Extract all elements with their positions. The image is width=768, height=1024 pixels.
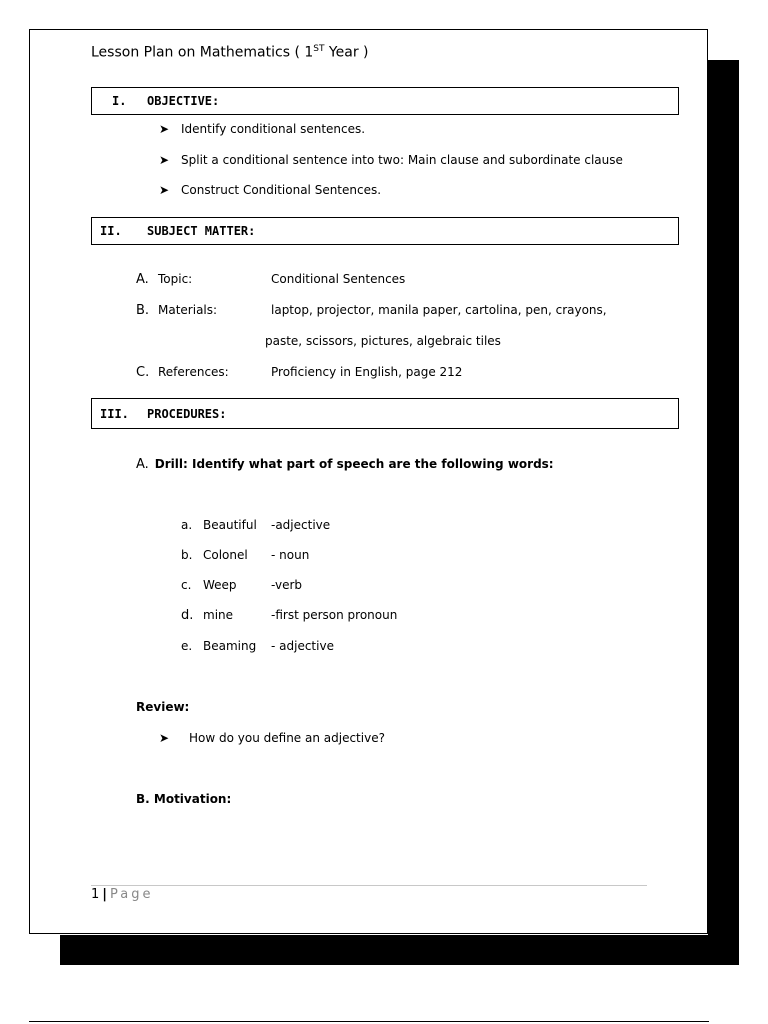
section-number: III. xyxy=(100,406,129,421)
section-title: OBJECTIVE: xyxy=(147,94,220,108)
subject-materials-continued: paste, scissors, pictures, algebraic tiles xyxy=(265,334,501,348)
arrow-bullet-icon: ➤ xyxy=(159,183,170,197)
bottom-divider xyxy=(29,1021,709,1022)
objective-item: ➤ Construct Conditional Sentences. xyxy=(159,183,382,197)
drill-heading: A. Drill: Identify what part of speech are the following words: xyxy=(136,457,554,472)
page-number: 1 xyxy=(91,887,100,902)
page-title: Lesson Plan on Mathematics ( 1ST Year ) xyxy=(91,44,369,61)
section-title: PROCEDURES: xyxy=(147,406,227,421)
document-page: Lesson Plan on Mathematics ( 1ST Year ) I. OBJECTIVE: ➤ Identify conditional sentences. ➤ Split a conditional sentence into two: Main clause and subordinate clause ➤ Construct Conditional Sentences. II. SUBJECT MATTER: A. Topic: Conditional Sentences B. Materials: laptop, projector, manila paper, cartolina, pen, crayons, paste, scissors, pictures, algebraic tiles C. References: Proficiency in English, page 212 III. PROCEDURES: A. Drill: Identify what part of speech are the following words: a. Beautiful -adjective b. Colonel - noun c. Weep -verb d. mine -first person pronoun e. Beaming - adjective Review: ➤ How do you define an adjective? B. Motivation: 1 | Page xyxy=(29,29,708,934)
section-number: II. xyxy=(100,224,122,238)
motivation-heading: B. Motivation: xyxy=(136,792,232,806)
footer-separator: | xyxy=(102,887,108,902)
section-subject-matter-heading xyxy=(91,217,679,245)
arrow-bullet-icon: ➤ xyxy=(159,122,170,136)
review-item: ➤ How do you define an adjective? xyxy=(159,731,385,745)
page-shadow-right xyxy=(708,60,739,965)
arrow-bullet-icon: ➤ xyxy=(159,153,170,167)
section-title: SUBJECT MATTER: xyxy=(147,224,256,238)
page-footer xyxy=(91,887,154,902)
review-heading: Review: xyxy=(136,700,190,714)
page-label: Page xyxy=(110,887,154,902)
section-procedures-heading xyxy=(91,398,679,429)
section-number: I. xyxy=(112,94,127,108)
section-objective-heading xyxy=(91,87,679,115)
footer-divider xyxy=(91,885,647,886)
page-shadow-bottom xyxy=(60,935,739,965)
objective-item: ➤ Identify conditional sentences. xyxy=(159,122,366,136)
arrow-bullet-icon: ➤ xyxy=(159,731,170,745)
objective-item: ➤ Split a conditional sentence into two: Main clause and subordinate clause xyxy=(159,153,623,167)
